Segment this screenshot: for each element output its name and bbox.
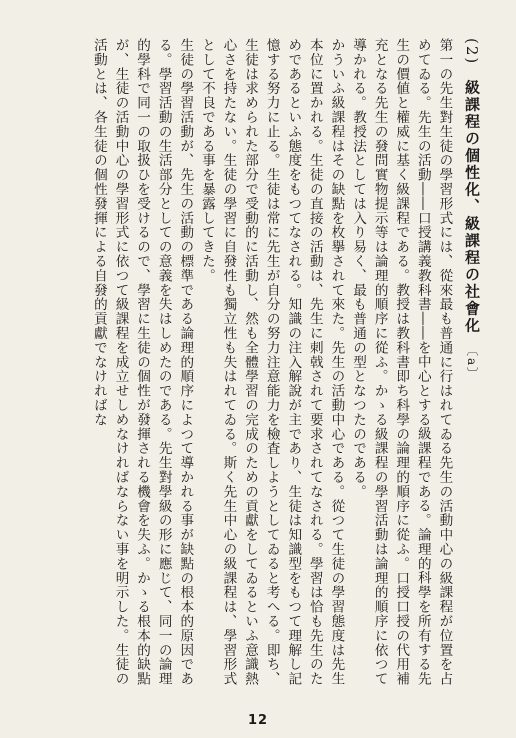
section-heading xyxy=(460,38,482,688)
paragraph-3: 生徒の學習活動が、先生の活動の標準である論理的順序によつて導かれる事が缺點の根本的原因である。學習活動の生活部分としての意義を失はしめたのである。先生對學級の形に應じて、同一の論理的學科で同一の取扱ひを受けるので、學習に生徒の個性が發揮される機會を失ふ。かゝる根本的缺點が、生徒の活動中心の學習形式に依つて級課程を成立せしめなければならない事を明示した。生徒の活動とは、各生徒の個性發揮による自發的貢獻でなければな xyxy=(90,38,194,686)
section-marker: 〔a〕 xyxy=(465,344,479,382)
section-number: (2) xyxy=(463,38,481,66)
vertical-text-block xyxy=(22,38,482,688)
page-number: 12 xyxy=(247,713,269,728)
section-title: 級課程の個性化、級課程の社會化 xyxy=(463,79,481,335)
paragraph-1: 第一の先生對生徒の學習形式には、從來最も普通に行はれてゐる先生の活動中心の級課程が位置を占めてゐる。先生の活動――口授講義教科書――を中心とする級課程である。論理的科學を所有する先生の價値と權威に基く級課程である。教授は教科書即ち科學の論理的順序に從ふ。口授口授の代用補充となる先生の發問實物提示等は論理的順序に從ふ。かゝる級課程の學習活動は論理的順序に依つて導かれる。教授法としては入り易く、最も普通の型となつたのである。 xyxy=(350,38,453,686)
paragraph-2: かういふ級課程はその缺點を枚擧されて來た。先生の活動中心である。從つて生徒の學習態度は先生本位に置かれる。生徒の直接の活動は、先生に刺戟されて要求されてなされる。學習は恰も先生のためであるといふ態度をもつてなされる。知識の注入解說が主であり、生徒は知識型をもつて理解し記憶する努力に止る。生徒は常に先生が自分の努力注意能力を檢査しようとしてゐると考へる。即ち、生徒は求められた部分で受動的に活動し、然も全體學習の完成のための貢獻をしてゐるといふ意識熱心さを持たない。生徒の學習に自發性も獨立性も失はれてゐる。斯く先生中心の級課程は、學習形式として不良である事を暴露してきた。 xyxy=(198,38,345,686)
